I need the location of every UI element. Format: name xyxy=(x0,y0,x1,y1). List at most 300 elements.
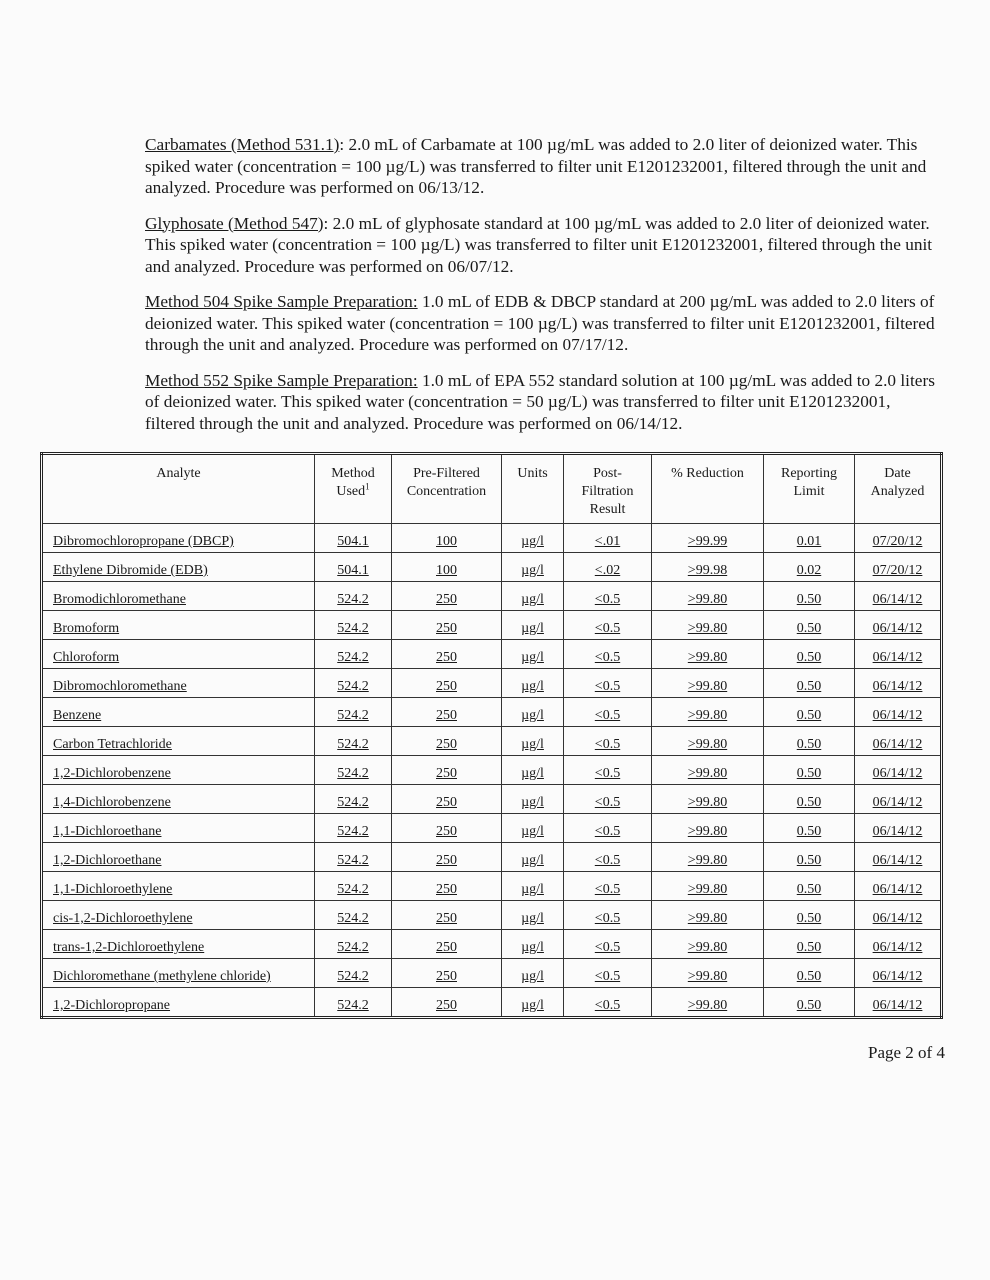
cell-text: 06/14/12 xyxy=(872,795,923,810)
cell-text: 250 xyxy=(436,940,457,955)
cell-post-filtration xyxy=(564,640,652,669)
paragraph-text: 1.0 mL of EPA 552 standard solution at 100 µg/mL was added to 2.0 liters of deionized water. This spiked water (concentration = 50 µg/L) was transferred to filter unit E1201232001, filtered through the unit and analyzed. Procedure was performed on 06/14/12. xyxy=(145,370,935,433)
cell-text: 0.50 xyxy=(796,795,822,810)
cell-post-filtration xyxy=(564,611,652,640)
paragraph-heading: Carbamates (Method 531.1) xyxy=(145,135,340,154)
cell-text: 0.50 xyxy=(796,969,822,984)
cell-analyte xyxy=(42,756,315,785)
cell-text: 250 xyxy=(436,679,457,694)
cell-analyte xyxy=(42,959,315,988)
table-header-row xyxy=(42,454,942,524)
cell-units xyxy=(502,611,564,640)
table-row xyxy=(42,959,942,988)
cell-post-filtration xyxy=(564,930,652,959)
paragraph-heading: Method 504 Spike Sample Preparation: xyxy=(145,292,418,311)
cell-text: 504.1 xyxy=(337,563,369,578)
cell-date xyxy=(855,872,942,901)
cell-text: <0.5 xyxy=(594,708,621,723)
cell-date xyxy=(855,988,942,1018)
cell-text: <0.5 xyxy=(594,737,621,752)
cell-method xyxy=(315,959,392,988)
cell-pre-filtered xyxy=(392,785,502,814)
cell-text: <0.5 xyxy=(594,911,621,926)
cell-analyte xyxy=(42,669,315,698)
cell-text: 250 xyxy=(436,911,457,926)
cell-reduction xyxy=(652,756,764,785)
cell-analyte xyxy=(42,727,315,756)
cell-method xyxy=(315,640,392,669)
cell-text: 06/14/12 xyxy=(872,621,923,636)
cell-text: Benzene xyxy=(53,708,102,723)
table-row xyxy=(42,640,942,669)
cell-text: 1,2-Dichloroethane xyxy=(53,853,162,868)
cell-reporting-limit xyxy=(764,669,855,698)
cell-reporting-limit xyxy=(764,524,855,553)
cell-text: 0.50 xyxy=(796,882,822,897)
cell-method xyxy=(315,988,392,1018)
cell-reduction xyxy=(652,553,764,582)
cell-text: 250 xyxy=(436,853,457,868)
cell-reporting-limit xyxy=(764,727,855,756)
cell-units xyxy=(502,959,564,988)
cell-text: <.02 xyxy=(594,563,621,578)
cell-pre-filtered xyxy=(392,872,502,901)
cell-method xyxy=(315,727,392,756)
header-reduction: % Reduction xyxy=(652,454,764,524)
cell-text: 06/14/12 xyxy=(872,998,923,1013)
cell-text: 524.2 xyxy=(337,969,369,984)
table-row xyxy=(42,756,942,785)
header-date: Date Analyzed xyxy=(855,454,942,524)
paragraph-text: : 2.0 mL of glyphosate standard at 100 µg/mL was added to 2.0 liter of deionized water. This spiked water (concentration = 100 µg/L) was transferred to filter unit E1201232001, filtered through the unit and analyzed. Procedure was performed on 06/07/12. xyxy=(145,213,933,276)
cell-text: µg/l xyxy=(521,766,544,781)
cell-text: µg/l xyxy=(521,853,544,868)
cell-text: >99.80 xyxy=(687,621,728,636)
cell-text: Ethylene Dibromide (EDB) xyxy=(53,563,208,578)
cell-text: 250 xyxy=(436,621,457,636)
cell-post-filtration xyxy=(564,988,652,1018)
cell-method xyxy=(315,611,392,640)
cell-units xyxy=(502,785,564,814)
cell-date xyxy=(855,901,942,930)
cell-text: cis-1,2-Dichloroethylene xyxy=(53,911,193,926)
cell-text: >99.80 xyxy=(687,969,728,984)
cell-pre-filtered xyxy=(392,669,502,698)
cell-text: 1,1-Dichloroethylene xyxy=(53,882,173,897)
cell-reduction xyxy=(652,814,764,843)
cell-reduction xyxy=(652,959,764,988)
cell-reporting-limit xyxy=(764,698,855,727)
cell-reporting-limit xyxy=(764,611,855,640)
cell-units xyxy=(502,872,564,901)
table-row xyxy=(42,814,942,843)
cell-date xyxy=(855,814,942,843)
cell-date xyxy=(855,785,942,814)
cell-text: 524.2 xyxy=(337,795,369,810)
page-number: Page 2 of 4 xyxy=(868,1043,945,1062)
cell-post-filtration xyxy=(564,756,652,785)
table-row xyxy=(42,843,942,872)
cell-method xyxy=(315,582,392,611)
cell-analyte xyxy=(42,785,315,814)
cell-post-filtration xyxy=(564,959,652,988)
cell-post-filtration xyxy=(564,814,652,843)
cell-text: 1,2-Dichloropropane xyxy=(53,998,171,1013)
cell-text: 0.01 xyxy=(796,534,822,549)
cell-text: 100 xyxy=(436,534,457,549)
cell-units xyxy=(502,814,564,843)
cell-text: >99.80 xyxy=(687,708,728,723)
cell-units xyxy=(502,756,564,785)
cell-units xyxy=(502,988,564,1018)
cell-reporting-limit xyxy=(764,901,855,930)
cell-text: >99.80 xyxy=(687,766,728,781)
cell-units xyxy=(502,930,564,959)
cell-text: 524.2 xyxy=(337,853,369,868)
cell-text: >99.80 xyxy=(687,998,728,1013)
cell-reporting-limit xyxy=(764,814,855,843)
cell-pre-filtered xyxy=(392,843,502,872)
cell-analyte xyxy=(42,814,315,843)
cell-post-filtration xyxy=(564,669,652,698)
cell-reduction xyxy=(652,640,764,669)
cell-text: 0.02 xyxy=(796,563,822,578)
cell-text: >99.80 xyxy=(687,679,728,694)
cell-text: 524.2 xyxy=(337,737,369,752)
cell-date xyxy=(855,727,942,756)
cell-reporting-limit xyxy=(764,553,855,582)
table-row xyxy=(42,524,942,553)
cell-text: 524.2 xyxy=(337,708,369,723)
cell-text: 524.2 xyxy=(337,650,369,665)
cell-text: Chloroform xyxy=(53,650,120,665)
cell-post-filtration xyxy=(564,582,652,611)
cell-text: 06/14/12 xyxy=(872,940,923,955)
cell-analyte xyxy=(42,640,315,669)
cell-text: 1,1-Dichloroethane xyxy=(53,824,162,839)
cell-post-filtration xyxy=(564,727,652,756)
cell-text: 06/14/12 xyxy=(872,766,923,781)
cell-text: µg/l xyxy=(521,969,544,984)
cell-units xyxy=(502,698,564,727)
cell-method xyxy=(315,524,392,553)
cell-pre-filtered xyxy=(392,582,502,611)
header-pre-filtered: Pre-Filtered Concentration xyxy=(392,454,502,524)
cell-post-filtration xyxy=(564,785,652,814)
cell-units xyxy=(502,843,564,872)
cell-text: 250 xyxy=(436,592,457,607)
cell-text: Dibromochloromethane xyxy=(53,679,187,694)
cell-method xyxy=(315,930,392,959)
header-reporting-limit: Reporting Limit xyxy=(764,454,855,524)
cell-text: µg/l xyxy=(521,592,544,607)
cell-text: >99.80 xyxy=(687,795,728,810)
cell-text: Bromodichloromethane xyxy=(53,592,186,607)
cell-text: >99.80 xyxy=(687,940,728,955)
cell-date xyxy=(855,669,942,698)
cell-units xyxy=(502,901,564,930)
cell-reduction xyxy=(652,582,764,611)
cell-analyte xyxy=(42,611,315,640)
cell-text: 524.2 xyxy=(337,679,369,694)
paragraph-heading: Glyphosate (Method 547) xyxy=(145,213,324,233)
cell-date xyxy=(855,843,942,872)
cell-text: µg/l xyxy=(521,563,544,578)
cell-analyte xyxy=(42,843,315,872)
cell-text: 06/14/12 xyxy=(872,650,923,665)
cell-date xyxy=(855,959,942,988)
cell-pre-filtered xyxy=(392,524,502,553)
cell-method xyxy=(315,756,392,785)
header-units: Units xyxy=(502,454,564,524)
cell-analyte xyxy=(42,988,315,1018)
cell-reduction xyxy=(652,669,764,698)
cell-post-filtration xyxy=(564,843,652,872)
cell-reporting-limit xyxy=(764,988,855,1018)
cell-text: 250 xyxy=(436,650,457,665)
cell-text: 250 xyxy=(436,708,457,723)
table-row xyxy=(42,930,942,959)
cell-date xyxy=(855,553,942,582)
cell-text: µg/l xyxy=(521,911,544,926)
cell-method xyxy=(315,872,392,901)
method-504-paragraph xyxy=(145,291,935,356)
cell-text: 06/14/12 xyxy=(872,708,923,723)
cell-text: <0.5 xyxy=(594,824,621,839)
cell-units xyxy=(502,727,564,756)
cell-text: 07/20/12 xyxy=(872,563,923,578)
cell-pre-filtered xyxy=(392,959,502,988)
cell-reduction xyxy=(652,930,764,959)
cell-text: <0.5 xyxy=(594,882,621,897)
cell-date xyxy=(855,611,942,640)
cell-analyte xyxy=(42,582,315,611)
cell-units xyxy=(502,669,564,698)
cell-text: <.01 xyxy=(594,534,621,549)
cell-text: 524.2 xyxy=(337,621,369,636)
cell-text: 504.1 xyxy=(337,534,369,549)
cell-text: 0.50 xyxy=(796,621,822,636)
paragraph-text: : 2.0 mL of Carbamate at 100 µg/mL was added to 2.0 liter of deionized water. This spiked water (concentration = 100 µg/L) was transferred to filter unit E1201232001, filtered through the unit and analyzed. Procedure was performed on 06/13/12. xyxy=(145,135,927,197)
cell-date xyxy=(855,756,942,785)
cell-text: µg/l xyxy=(521,621,544,636)
cell-post-filtration xyxy=(564,901,652,930)
cell-text: <0.5 xyxy=(594,795,621,810)
cell-text: 0.50 xyxy=(796,853,822,868)
cell-text: 1,4-Dichlorobenzene xyxy=(53,795,171,810)
glyphosate-paragraph xyxy=(145,213,935,278)
table-row xyxy=(42,553,942,582)
table-row xyxy=(42,872,942,901)
cell-units xyxy=(502,582,564,611)
table-row xyxy=(42,698,942,727)
cell-pre-filtered xyxy=(392,727,502,756)
cell-text: <0.5 xyxy=(594,679,621,694)
cell-text: <0.5 xyxy=(594,940,621,955)
cell-text: µg/l xyxy=(521,824,544,839)
cell-text: <0.5 xyxy=(594,650,621,665)
cell-text: 524.2 xyxy=(337,882,369,897)
cell-reduction xyxy=(652,901,764,930)
cell-text: 0.50 xyxy=(796,737,822,752)
cell-date xyxy=(855,640,942,669)
cell-text: <0.5 xyxy=(594,998,621,1013)
cell-text: 0.50 xyxy=(796,650,822,665)
cell-reporting-limit xyxy=(764,843,855,872)
cell-text: 250 xyxy=(436,969,457,984)
cell-date xyxy=(855,524,942,553)
cell-text: 0.50 xyxy=(796,679,822,694)
cell-text: >99.80 xyxy=(687,824,728,839)
cell-text: 250 xyxy=(436,737,457,752)
cell-text: 250 xyxy=(436,882,457,897)
cell-text: >99.80 xyxy=(687,882,728,897)
cell-text: 06/14/12 xyxy=(872,679,923,694)
cell-text: µg/l xyxy=(521,650,544,665)
cell-text: >99.80 xyxy=(687,737,728,752)
cell-text: >99.80 xyxy=(687,911,728,926)
cell-text: 0.50 xyxy=(796,824,822,839)
cell-text: 250 xyxy=(436,795,457,810)
cell-text: 250 xyxy=(436,766,457,781)
cell-text: µg/l xyxy=(521,679,544,694)
cell-pre-filtered xyxy=(392,640,502,669)
cell-text: µg/l xyxy=(521,940,544,955)
cell-text: 0.50 xyxy=(796,940,822,955)
cell-text: µg/l xyxy=(521,795,544,810)
cell-text: 0.50 xyxy=(796,998,822,1013)
cell-method xyxy=(315,843,392,872)
header-method-label: Method Used xyxy=(331,466,375,499)
cell-reporting-limit xyxy=(764,756,855,785)
footnote-mark: 1 xyxy=(365,481,370,492)
cell-analyte xyxy=(42,553,315,582)
cell-pre-filtered xyxy=(392,814,502,843)
cell-text: >99.98 xyxy=(687,563,728,578)
table-row xyxy=(42,611,942,640)
cell-pre-filtered xyxy=(392,756,502,785)
cell-text: Carbon Tetrachloride xyxy=(53,737,172,752)
cell-text: µg/l xyxy=(521,708,544,723)
cell-reduction xyxy=(652,698,764,727)
cell-text: <0.5 xyxy=(594,853,621,868)
cell-date xyxy=(855,698,942,727)
paragraph-heading: Method 552 Spike Sample Preparation: xyxy=(145,370,418,390)
cell-text: 0.50 xyxy=(796,708,822,723)
cell-method xyxy=(315,814,392,843)
cell-units xyxy=(502,553,564,582)
cell-reduction xyxy=(652,988,764,1018)
cell-post-filtration xyxy=(564,872,652,901)
cell-reduction xyxy=(652,524,764,553)
cell-pre-filtered xyxy=(392,611,502,640)
cell-reduction xyxy=(652,872,764,901)
table-row xyxy=(42,727,942,756)
cell-pre-filtered xyxy=(392,988,502,1018)
cell-text: 524.2 xyxy=(337,940,369,955)
header-analyte: Analyte xyxy=(42,454,315,524)
cell-pre-filtered xyxy=(392,901,502,930)
cell-text: µg/l xyxy=(521,737,544,752)
cell-text: Bromoform xyxy=(53,621,120,636)
table-row xyxy=(42,785,942,814)
cell-reduction xyxy=(652,611,764,640)
cell-date xyxy=(855,582,942,611)
cell-text: 0.50 xyxy=(796,766,822,781)
cell-text: <0.5 xyxy=(594,766,621,781)
cell-analyte xyxy=(42,524,315,553)
cell-reporting-limit xyxy=(764,930,855,959)
cell-text: Dibromochloropropane (DBCP) xyxy=(53,534,234,549)
cell-reporting-limit xyxy=(764,582,855,611)
cell-text: 0.50 xyxy=(796,592,822,607)
cell-text: 06/14/12 xyxy=(872,737,923,752)
table-row xyxy=(42,582,942,611)
cell-text: trans-1,2-Dichloroethylene xyxy=(53,940,205,955)
cell-text: Dichloromethane (methylene chloride) xyxy=(53,969,271,984)
cell-text: <0.5 xyxy=(594,592,621,607)
cell-reporting-limit xyxy=(764,872,855,901)
header-method xyxy=(315,454,392,524)
cell-analyte xyxy=(42,698,315,727)
cell-text: >99.80 xyxy=(687,592,728,607)
cell-pre-filtered xyxy=(392,698,502,727)
carbamates-paragraph xyxy=(145,134,935,199)
cell-analyte xyxy=(42,872,315,901)
cell-text: 524.2 xyxy=(337,592,369,607)
cell-date xyxy=(855,930,942,959)
cell-method xyxy=(315,669,392,698)
cell-reduction xyxy=(652,843,764,872)
cell-method xyxy=(315,901,392,930)
cell-text: 524.2 xyxy=(337,911,369,926)
cell-text: 0.50 xyxy=(796,911,822,926)
cell-text: 07/20/12 xyxy=(872,534,923,549)
cell-text: 524.2 xyxy=(337,998,369,1013)
cell-analyte xyxy=(42,901,315,930)
table-row xyxy=(42,669,942,698)
cell-text: 06/14/12 xyxy=(872,969,923,984)
cell-units xyxy=(502,524,564,553)
cell-reporting-limit xyxy=(764,959,855,988)
cell-text: 06/14/12 xyxy=(872,824,923,839)
cell-text: >99.80 xyxy=(687,650,728,665)
cell-text: 06/14/12 xyxy=(872,911,923,926)
cell-text: 1,2-Dichlorobenzene xyxy=(53,766,171,781)
cell-post-filtration xyxy=(564,698,652,727)
cell-text: 06/14/12 xyxy=(872,592,923,607)
cell-text: 06/14/12 xyxy=(872,853,923,868)
cell-method xyxy=(315,698,392,727)
cell-method xyxy=(315,785,392,814)
cell-text: 250 xyxy=(436,998,457,1013)
cell-text: >99.99 xyxy=(687,534,728,549)
cell-text: 06/14/12 xyxy=(872,882,923,897)
cell-text: µg/l xyxy=(521,882,544,897)
cell-text: 524.2 xyxy=(337,766,369,781)
table-row xyxy=(42,901,942,930)
cell-post-filtration xyxy=(564,553,652,582)
results-table xyxy=(40,452,943,1019)
method-552-paragraph xyxy=(145,370,935,435)
cell-text: µg/l xyxy=(521,998,544,1013)
cell-text: <0.5 xyxy=(594,969,621,984)
cell-text: 100 xyxy=(436,563,457,578)
cell-reduction xyxy=(652,785,764,814)
cell-reduction xyxy=(652,727,764,756)
cell-pre-filtered xyxy=(392,930,502,959)
cell-text: µg/l xyxy=(521,534,544,549)
